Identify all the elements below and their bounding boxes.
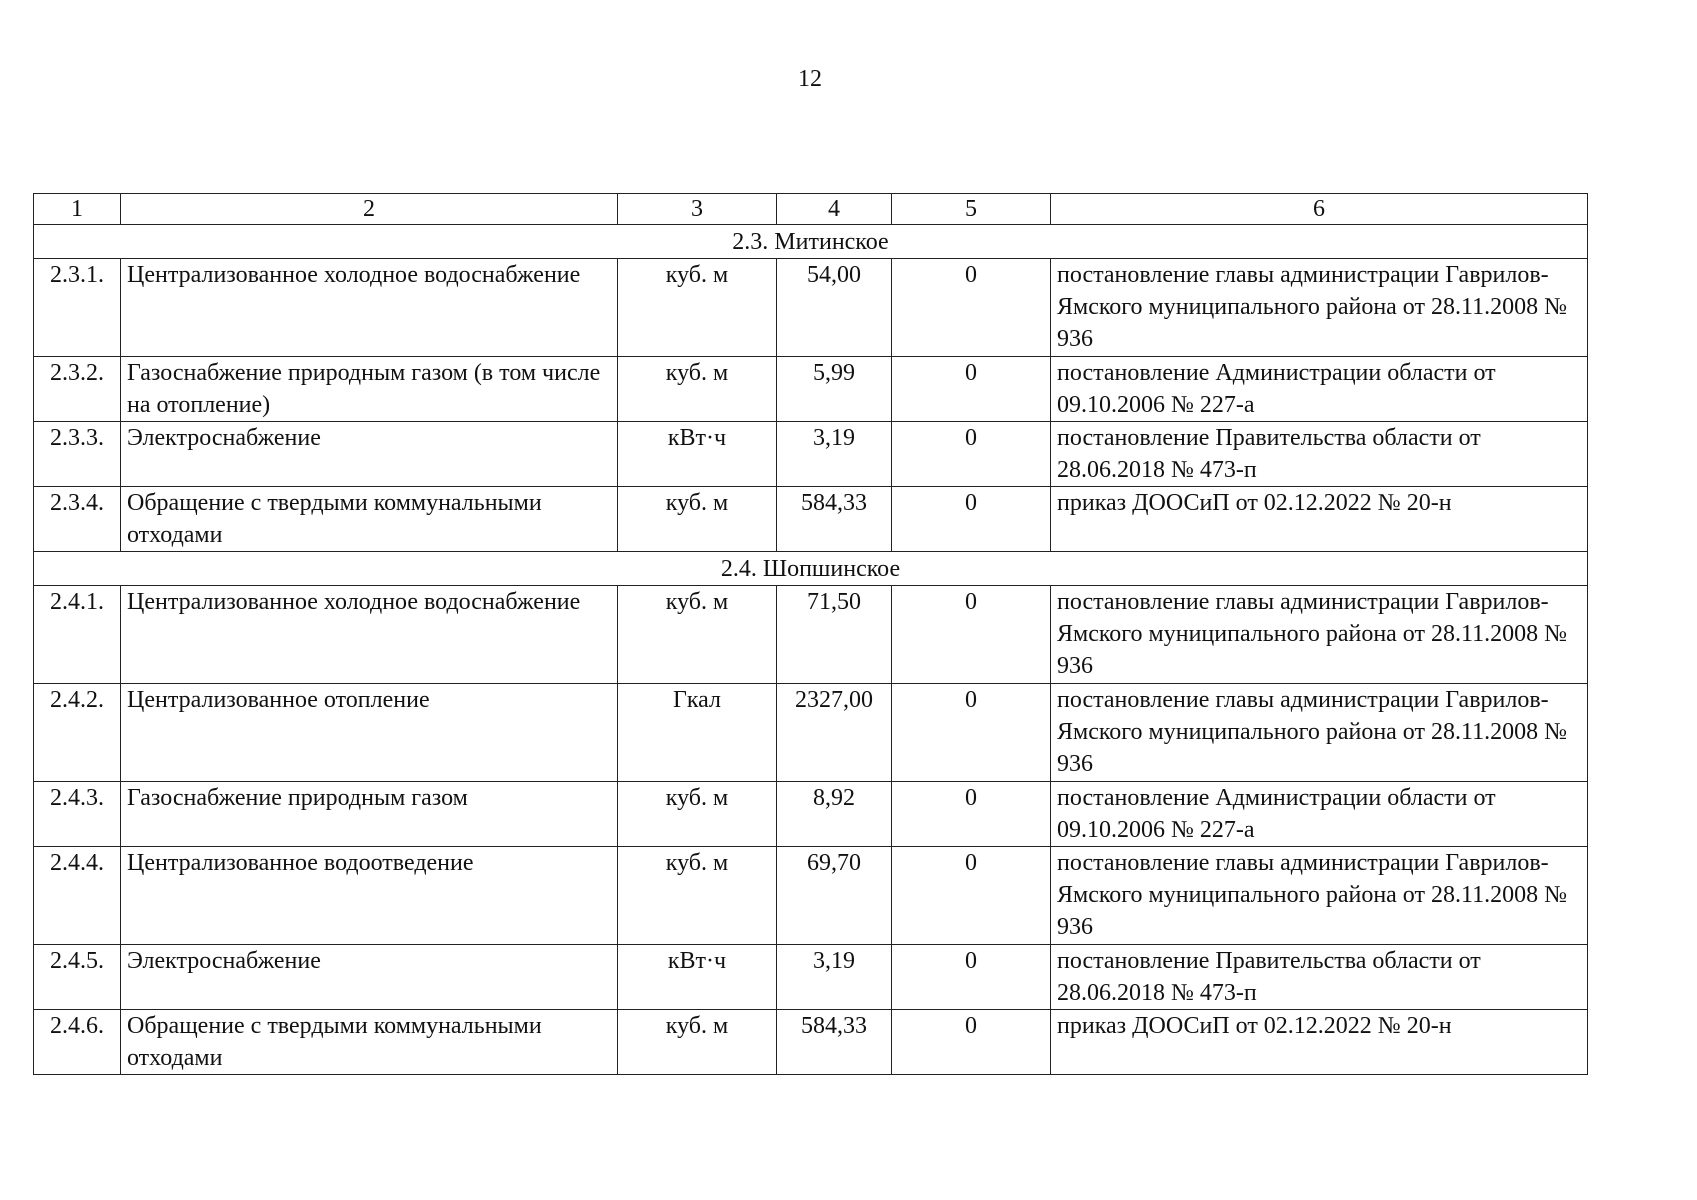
- item-number: 2.4.2.: [34, 684, 121, 782]
- service-name: Обращение с твердыми коммунальными отходами: [121, 487, 618, 552]
- norm-value: 3,19: [777, 945, 892, 1010]
- legal-basis: приказ ДООСиП от 02.12.2022 № 20-н: [1051, 487, 1588, 552]
- section-row: [34, 552, 1588, 586]
- table-row: [34, 259, 1588, 357]
- service-name: Электроснабжение: [121, 422, 618, 487]
- table-row: [34, 945, 1588, 1010]
- item-number: 2.4.5.: [34, 945, 121, 1010]
- norm-value: 8,92: [777, 782, 892, 847]
- column-number: 5: [892, 194, 1051, 225]
- column-5-value: 0: [892, 847, 1051, 945]
- item-number: 2.3.2.: [34, 357, 121, 422]
- norm-value: 584,33: [777, 487, 892, 552]
- legal-basis: постановление Администрации области от 09.10.2006 № 227-а: [1051, 357, 1588, 422]
- service-name: Газоснабжение природным газом: [121, 782, 618, 847]
- item-number: 2.4.6.: [34, 1010, 121, 1075]
- table-row: [34, 782, 1588, 847]
- norm-value: 584,33: [777, 1010, 892, 1075]
- legal-basis: постановление главы администрации Гаврилов-Ямского муниципального района от 28.11.2008 № 936: [1051, 586, 1588, 684]
- legal-basis: постановление главы администрации Гаврилов-Ямского муниципального района от 28.11.2008 № 936: [1051, 847, 1588, 945]
- norm-value: 5,99: [777, 357, 892, 422]
- unit-of-measure: кВт·ч: [618, 945, 777, 1010]
- table-row: [34, 357, 1588, 422]
- column-number: 2: [121, 194, 618, 225]
- item-number: 2.3.4.: [34, 487, 121, 552]
- norm-value: 71,50: [777, 586, 892, 684]
- column-number: 6: [1051, 194, 1588, 225]
- page-number: 12: [798, 66, 822, 92]
- table-row: [34, 586, 1588, 684]
- column-5-value: 0: [892, 684, 1051, 782]
- column-number: 1: [34, 194, 121, 225]
- norm-value: 3,19: [777, 422, 892, 487]
- norm-value: 2327,00: [777, 684, 892, 782]
- item-number: 2.3.1.: [34, 259, 121, 357]
- column-5-value: 0: [892, 259, 1051, 357]
- table-row: [34, 847, 1588, 945]
- column-5-value: 0: [892, 357, 1051, 422]
- column-number-row: [34, 194, 1588, 225]
- column-5-value: 0: [892, 1010, 1051, 1075]
- column-number: 4: [777, 194, 892, 225]
- table-row: [34, 1010, 1588, 1075]
- section-title: 2.3. Митинское: [34, 225, 1588, 259]
- legal-basis: постановление Правительства области от 28.06.2018 № 473-п: [1051, 422, 1588, 487]
- service-name: Обращение с твердыми коммунальными отходами: [121, 1010, 618, 1075]
- section-row: [34, 225, 1588, 259]
- item-number: 2.4.4.: [34, 847, 121, 945]
- legal-basis: приказ ДООСиП от 02.12.2022 № 20-н: [1051, 1010, 1588, 1075]
- column-5-value: 0: [892, 945, 1051, 1010]
- unit-of-measure: куб. м: [618, 259, 777, 357]
- section-title: 2.4. Шопшинское: [34, 552, 1588, 586]
- item-number: 2.3.3.: [34, 422, 121, 487]
- table-row: [34, 487, 1588, 552]
- norm-value: 69,70: [777, 847, 892, 945]
- unit-of-measure: куб. м: [618, 586, 777, 684]
- unit-of-measure: кВт·ч: [618, 422, 777, 487]
- table-row: [34, 684, 1588, 782]
- service-name: Централизованное холодное водоснабжение: [121, 586, 618, 684]
- legal-basis: постановление главы администрации Гаврилов-Ямского муниципального района от 28.11.2008 № 936: [1051, 259, 1588, 357]
- service-name: Централизованное отопление: [121, 684, 618, 782]
- legal-basis: постановление Правительства области от 28.06.2018 № 473-п: [1051, 945, 1588, 1010]
- service-name: Газоснабжение природным газом (в том числе на отопление): [121, 357, 618, 422]
- table-row: [34, 422, 1588, 487]
- legal-basis: постановление Администрации области от 09.10.2006 № 227-а: [1051, 782, 1588, 847]
- unit-of-measure: куб. м: [618, 357, 777, 422]
- column-5-value: 0: [892, 782, 1051, 847]
- unit-of-measure: куб. м: [618, 487, 777, 552]
- service-name: Централизованное водоотведение: [121, 847, 618, 945]
- column-5-value: 0: [892, 487, 1051, 552]
- service-name: Электроснабжение: [121, 945, 618, 1010]
- tariff-table: [33, 193, 1588, 1075]
- column-5-value: 0: [892, 586, 1051, 684]
- norm-value: 54,00: [777, 259, 892, 357]
- item-number: 2.4.3.: [34, 782, 121, 847]
- unit-of-measure: Гкал: [618, 684, 777, 782]
- unit-of-measure: куб. м: [618, 782, 777, 847]
- legal-basis: постановление главы администрации Гаврилов-Ямского муниципального района от 28.11.2008 № 936: [1051, 684, 1588, 782]
- item-number: 2.4.1.: [34, 586, 121, 684]
- unit-of-measure: куб. м: [618, 847, 777, 945]
- column-5-value: 0: [892, 422, 1051, 487]
- column-number: 3: [618, 194, 777, 225]
- unit-of-measure: куб. м: [618, 1010, 777, 1075]
- service-name: Централизованное холодное водоснабжение: [121, 259, 618, 357]
